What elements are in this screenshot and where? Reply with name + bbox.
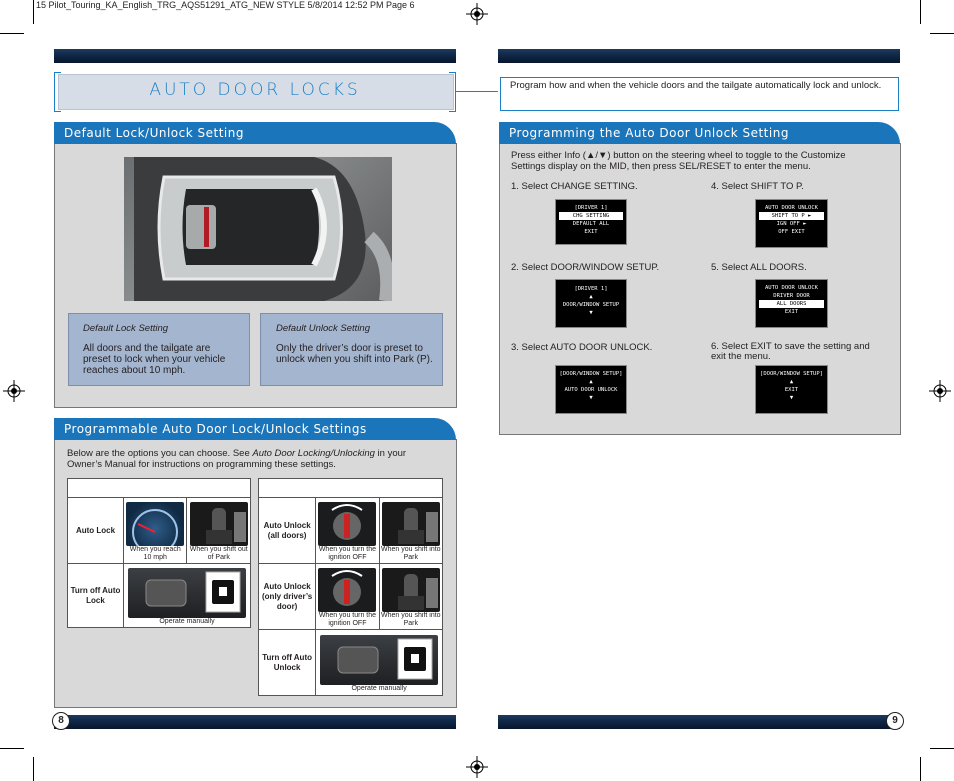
shift-lever-icon <box>382 568 440 612</box>
mid-line: AUTO DOOR UNLOCK <box>765 285 818 291</box>
mid-line: EXIT <box>584 229 598 235</box>
mid-line: ▼ <box>589 310 593 316</box>
shift-cell <box>379 564 442 630</box>
footer-bar-right <box>498 715 900 729</box>
mid-line-selected: CHG SETTING <box>559 212 623 220</box>
mid-line-selected: ALL DOORS <box>759 300 824 308</box>
crop-mark <box>0 33 24 34</box>
mid-line: DEFAULT ALL <box>572 221 610 227</box>
step-6: 6. Select EXIT to save the setting and exit the menu. <box>711 341 870 362</box>
speed-cell <box>124 498 187 564</box>
door-handle-photo <box>124 157 392 301</box>
mid-line: ▼ <box>589 395 593 401</box>
programmable-intro-text-end: in your Owner’s Manual for instructions on programming these settings. <box>67 448 407 470</box>
footer-bar-left <box>54 715 456 729</box>
manual-lock-caption: Operate manually <box>159 617 215 625</box>
auto-unlock-all-caption-1: When you turn the ignition OFF <box>318 545 377 561</box>
mid-line-selected: SHIFT TO P ► <box>759 212 824 220</box>
mid-screen-1 <box>555 199 627 245</box>
print-slug: 15 Pilot_Touring_KA_English_TRG_AQS51291_ATG_NEW STYLE 5/8/2014 12:52 PM Page 6 <box>36 0 415 10</box>
crop-mark <box>930 748 954 749</box>
mid-line: ▲ <box>589 379 593 385</box>
header-bar-left <box>54 49 456 63</box>
programmable-intro <box>67 448 437 470</box>
crop-mark <box>920 0 921 24</box>
programming-intro: Press either Info (▲/▼) button on the steering wheel to toggle to the Customize Settings display on the MID, then press SEL/RESET to enter the menu. <box>511 150 846 172</box>
speedometer-icon <box>126 502 184 546</box>
mid-line: DRIVER DOOR <box>773 293 810 299</box>
mid-line: IGN OFF ► <box>776 221 807 227</box>
mid-screen-6 <box>755 365 828 414</box>
manual-unlock-caption: Operate manually <box>351 684 407 692</box>
mid-line: [DOOR/WINDOW SETUP] <box>760 371 823 377</box>
door-switch-photo <box>128 568 246 618</box>
mid-line: DOOR/WINDOW SETUP <box>562 302 620 308</box>
turn-off-auto-lock-label: Turn off Auto Lock <box>68 564 124 628</box>
programming-section-heading: Programming the Auto Door Unlock Setting <box>499 122 900 144</box>
auto-unlock-driver-label: Auto Unlock (only driver’s door) <box>259 564 316 630</box>
page-title: AUTO DOOR LOCKS <box>149 80 361 100</box>
registration-mark-icon <box>466 3 488 25</box>
mid-line: ▲ <box>789 379 794 385</box>
mid-line: [DRIVER 1] <box>574 205 608 211</box>
auto-lock-label: Auto Lock <box>68 498 124 564</box>
shift-lever-icon <box>382 502 440 546</box>
mid-line: AUTO DOOR UNLOCK <box>564 387 618 393</box>
ignition-key-icon <box>318 502 376 546</box>
mid-line: [DOOR/WINDOW SETUP] <box>559 371 623 377</box>
mid-line: EXIT <box>784 309 799 315</box>
mid-screen-3 <box>555 365 627 414</box>
mid-screen-2 <box>555 279 627 328</box>
door-switch-photo <box>320 635 438 685</box>
default-unlock-card-title: Default Unlock Setting <box>276 323 370 334</box>
mid-screen-5 <box>755 279 828 328</box>
auto-unlock-driver-caption-1: When you turn the ignition OFF <box>318 611 377 627</box>
auto-unlock-all-label: Auto Unlock (all doors) <box>259 498 316 564</box>
mid-line: ▼ <box>789 395 794 401</box>
default-unlock-card-body: Only the driver’s door is preset to unlock when you shift into Park (P). <box>276 343 433 365</box>
manual-reference: Auto Door Locking/Unlocking <box>252 448 375 459</box>
mid-line: AUTO DOOR UNLOCK <box>765 205 818 211</box>
turn-off-auto-unlock-label: Turn off Auto Unlock <box>259 630 316 696</box>
ignition-cell <box>316 498 379 564</box>
shift-cell <box>187 498 251 564</box>
step-4: 4. Select SHIFT TO P. <box>711 181 804 192</box>
auto-lock-caption-2: When you shift out of Park <box>189 545 248 561</box>
callout-box <box>500 77 899 111</box>
door-handle-icon <box>124 157 392 301</box>
default-lock-card <box>68 313 250 386</box>
auto-door-unlock-table <box>258 478 443 696</box>
step-2: 2. Select DOOR/WINDOW SETUP. <box>511 262 660 273</box>
page-number-right: 9 <box>886 712 904 730</box>
auto-unlock-all-caption-2: When you shift into Park <box>381 545 441 561</box>
mid-screen-4 <box>755 199 828 248</box>
crop-mark <box>33 757 34 781</box>
crop-mark <box>930 33 954 34</box>
programmable-section-heading: Programmable Auto Door Lock/Unlock Settings <box>54 418 456 440</box>
header-bar-right <box>498 49 900 63</box>
crop-mark <box>0 748 24 749</box>
registration-mark-icon <box>3 380 25 402</box>
auto-door-lock-header: AUTO DOOR LOCK <box>68 479 251 498</box>
ignition-cell <box>316 564 379 630</box>
crop-mark <box>920 757 921 781</box>
default-lock-card-body: All doors and the tailgate are preset to lock when your vehicle reaches about 10 mph. <box>83 343 226 376</box>
manual-unlock-cell <box>316 630 443 696</box>
programmable-intro-text: Below are the options you can choose. See <box>67 448 253 459</box>
step-5: 5. Select ALL DOORS. <box>711 262 807 273</box>
auto-door-unlock-header: AUTO DOOR UNLOCK <box>259 479 443 498</box>
default-lock-card-title: Default Lock Setting <box>83 323 169 334</box>
default-section-heading: Default Lock/Unlock Setting <box>54 122 456 144</box>
callout-connector <box>456 91 498 92</box>
default-unlock-card <box>260 313 443 386</box>
mid-line: [DRIVER 1] <box>574 286 608 292</box>
manual-lock-cell <box>124 564 251 628</box>
auto-door-lock-table <box>67 478 251 628</box>
mid-line: EXIT <box>784 387 799 393</box>
ignition-key-icon <box>318 568 376 612</box>
auto-lock-caption-1: When you reach 10 mph <box>129 545 181 561</box>
registration-mark-icon <box>466 756 488 778</box>
step-1: 1. Select CHANGE SETTING. <box>511 181 638 192</box>
registration-mark-icon <box>929 380 951 402</box>
crop-mark <box>33 0 34 24</box>
page-number-left: 8 <box>52 712 70 730</box>
shift-lever-icon <box>190 502 248 546</box>
mid-line: OFF EXIT <box>778 229 805 235</box>
mid-line: ▲ <box>589 294 593 300</box>
auto-unlock-driver-caption-2: When you shift into Park <box>381 611 441 627</box>
step-3: 3. Select AUTO DOOR UNLOCK. <box>511 342 653 353</box>
callout-text: Program how and when the vehicle doors and the tailgate automatically lock and unlock. <box>510 80 882 91</box>
shift-cell <box>379 498 442 564</box>
